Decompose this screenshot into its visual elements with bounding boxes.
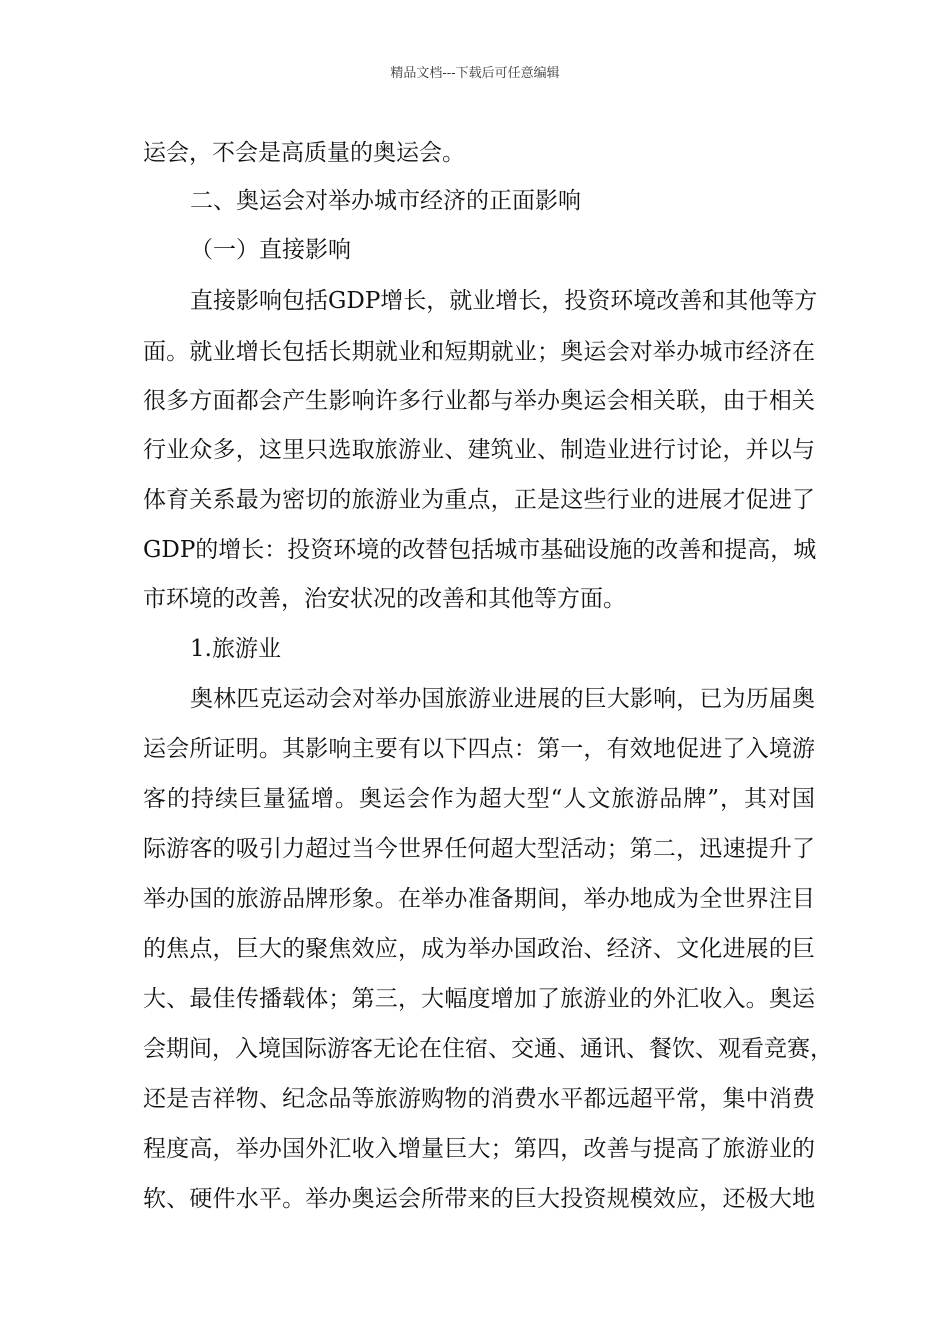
text-line: 行业众多，这里只选取旅游业、建筑业、制造业进行讨论，并以与 [143,437,815,463]
text-line: 客的持续巨量猛增。奥运会作为超大型“人文旅游品牌”，其对国 [143,786,815,812]
item-heading: 1.旅游业 [190,636,281,662]
text-line: 奥林匹克运动会对举办国旅游业进展的巨大影响，已为历届奥 [190,686,815,712]
text-line: 直接影响包括GDP增长，就业增长，投资环境改善和其他等方 [190,288,818,314]
text-line: GDP的增长：投资环境的改替包括城市基础设施的改善和提高，城 [143,537,817,563]
text-line: 体育关系最为密切的旅游业为重点，正是这些行业的进展才促进了 [143,487,815,513]
text-line: 还是吉祥物、纪念品等旅游购物的消费水平都远超平常，集中消费 [143,1086,815,1112]
subsection-heading: （一）直接影响 [190,237,351,263]
text-line: 运会，不会是高质量的奥运会。 [143,140,465,166]
text-line: 举办国的旅游品牌形象。在举办准备期间，举办地成为全世界注目 [143,886,815,912]
text-line: 会期间，入境国际游客无论在住宿、交通、通讯、餐饮、观看竞赛， [143,1036,833,1062]
text-line: 的焦点，巨大的聚焦效应，成为举办国政治、经济、文化进展的巨 [143,936,815,962]
text-line: 面。就业增长包括长期就业和短期就业；奥运会对举办城市经济在 [143,339,815,365]
text-line: 大、最佳传播载体；第三，大幅度增加了旅游业的外汇收入。奥运 [143,986,815,1012]
section-heading: 二、奥运会对举办城市经济的正面影响 [190,188,581,214]
text-line: 软、硬件水平。举办奥运会所带来的巨大投资规模效应，还极大地 [143,1186,815,1212]
page-header: 精品文档---下载后可任意编辑 [390,66,560,81]
text-line: 运会所证明。其影响主要有以下四点：第一，有效地促进了入境游 [143,736,815,762]
text-line: 市环境的改善，治安状况的改善和其他等方面。 [143,586,626,612]
text-line: 程度高，举办国外汇收入增量巨大；第四，改善与提高了旅游业的 [143,1136,815,1162]
text-line: 际游客的吸引力超过当今世界任何超大型活动；第二，迅速提升了 [143,836,815,862]
text-line: 很多方面都会产生影响许多行业都与举办奥运会相关联，由于相关 [143,388,815,414]
